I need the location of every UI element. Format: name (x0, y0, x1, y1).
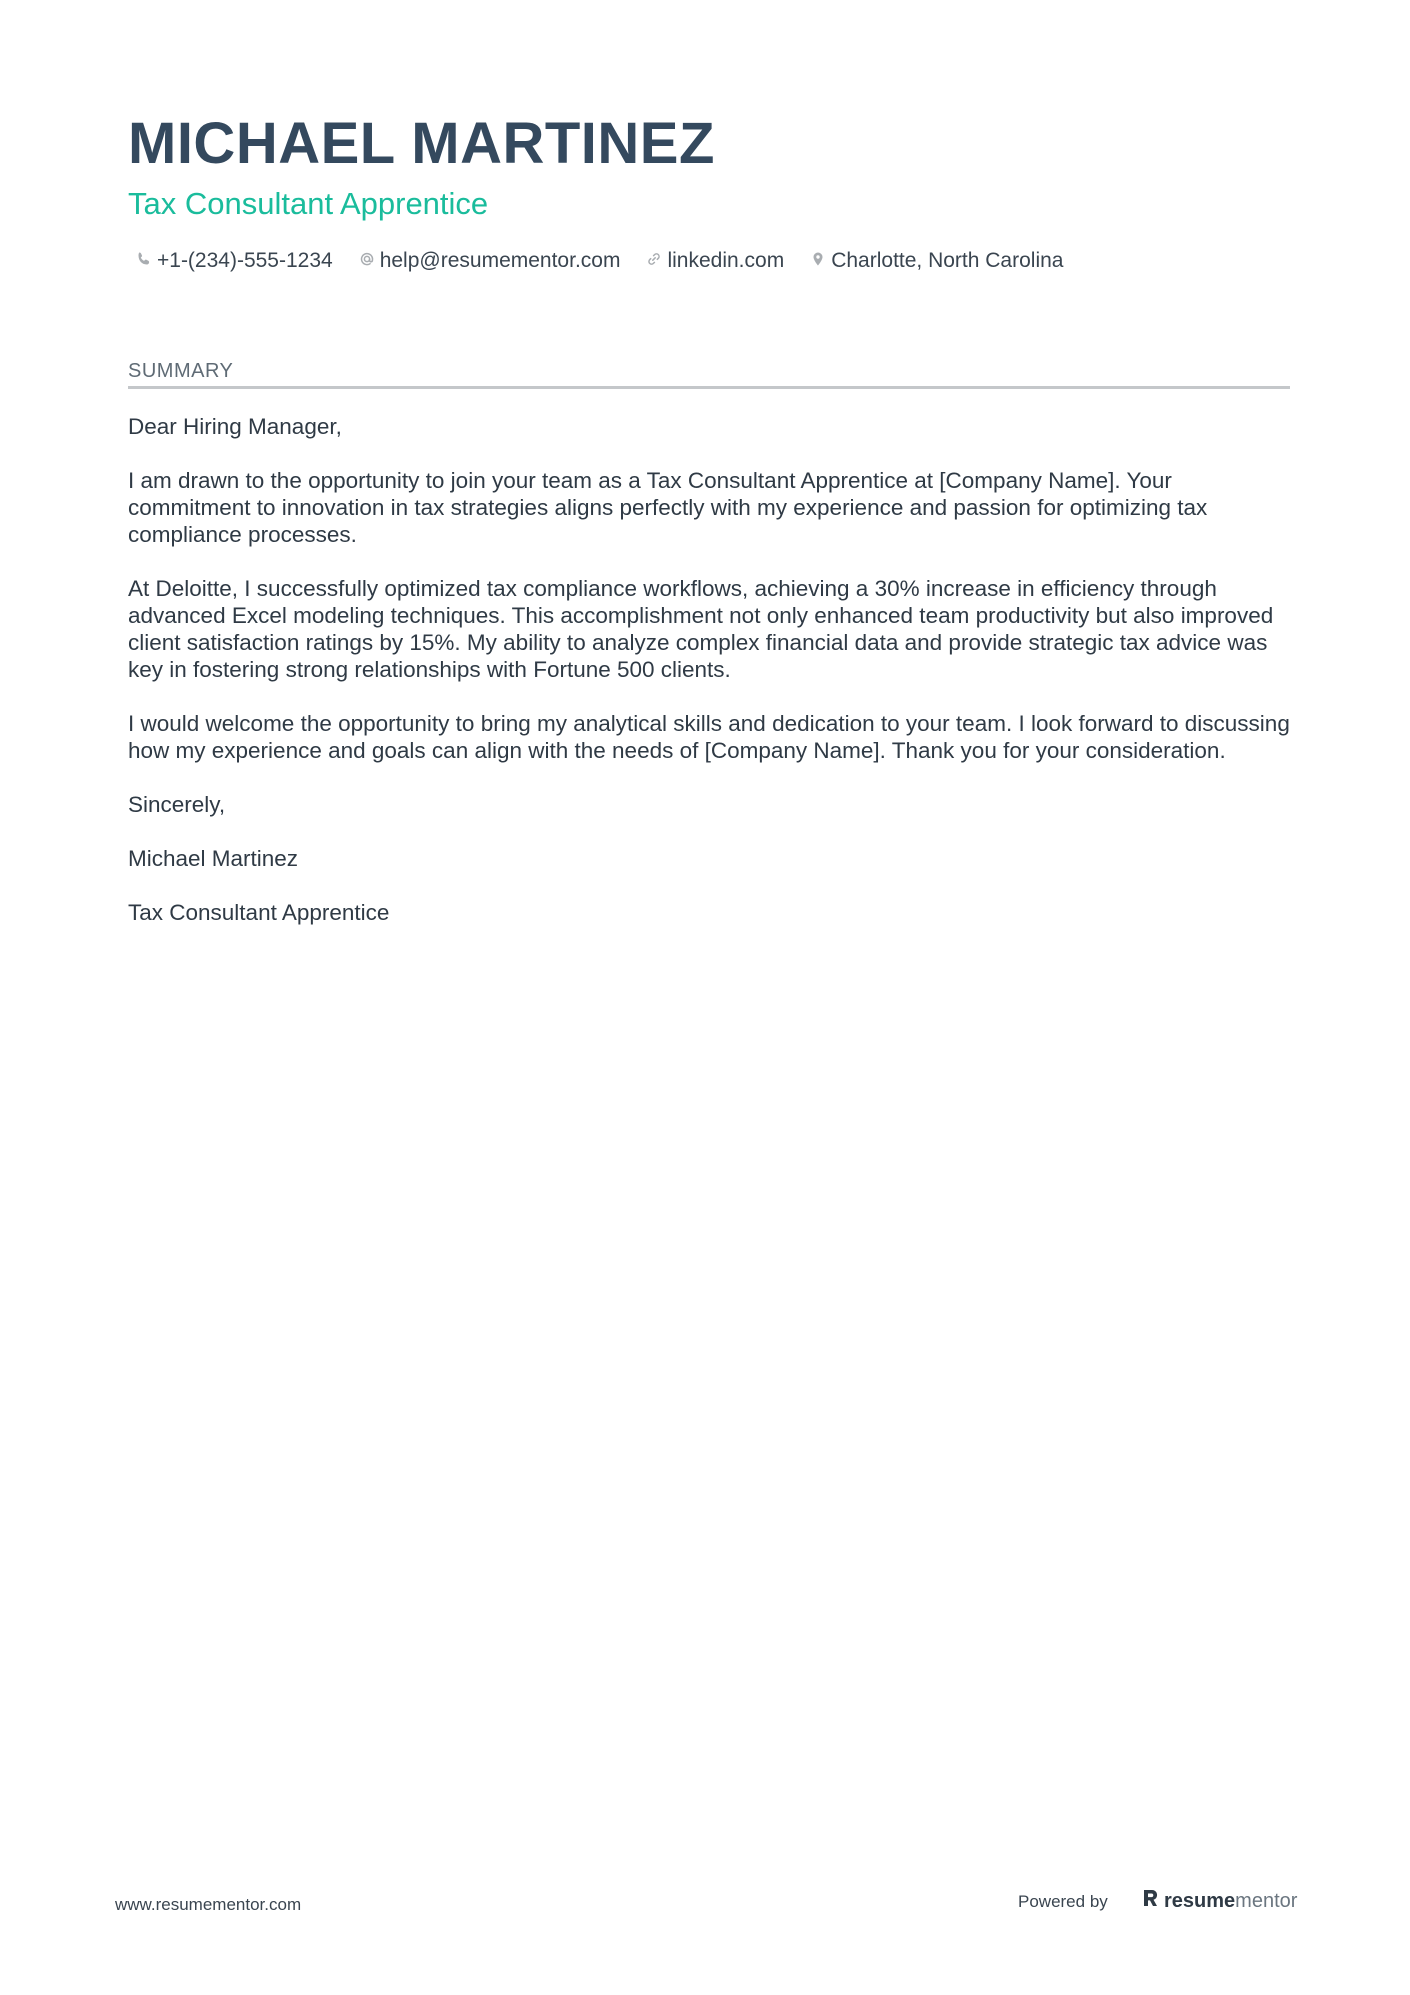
contact-location (810, 249, 1063, 273)
applicant-name: MICHAEL MARTINEZ (128, 111, 715, 176)
resumementor-logo[interactable] (1142, 1888, 1297, 1914)
at-icon (359, 249, 375, 273)
letter-body (128, 413, 1293, 953)
letter-greeting: Dear Hiring Manager, (128, 414, 342, 439)
brand-name-part1: resume (1164, 1889, 1236, 1912)
brand-name-part2: mentor (1235, 1889, 1298, 1912)
contact-email[interactable] (359, 249, 621, 273)
link-icon (646, 249, 662, 273)
phone-text: +1-(234)-555-1234 (157, 249, 333, 272)
letter-paragraph: At Deloitte, I successfully optimized tax compliance workflows, achieving a 30% increase in efficiency through advanced Excel modeling techniques. This accomplishment not only enhanced team productivity but also improved client satisfaction ratings by 15%. My ability to analyze complex financial data and provide strategic tax advice was key in fostering strong relationships with Fortune 500 clients. (128, 576, 1274, 682)
signature-name: Michael Martinez (128, 846, 299, 871)
location-text: Charlotte, North Carolina (831, 249, 1064, 272)
contact-phone[interactable] (136, 249, 333, 273)
powered-by-label: Powered by (1018, 1892, 1108, 1911)
section-divider (128, 386, 1290, 389)
letter-closing: Sincerely, (128, 792, 226, 817)
email-text: help@resumementor.com (379, 249, 621, 272)
section-title: SUMMARY (128, 360, 234, 382)
applicant-role: Tax Consultant Apprentice (128, 186, 489, 221)
letter-paragraph: I am drawn to the opportunity to join your team as a Tax Consultant Apprentice at [Company Name]. Your commitment to innovation in tax strategies aligns perfectly with my experience and passion for optimizing tax compliance processes. (128, 468, 1208, 547)
phone-icon (136, 249, 152, 273)
contact-bar (136, 246, 1063, 276)
footer-website-link[interactable]: www.resumementor.com (115, 1895, 302, 1914)
linkedin-text: linkedin.com (667, 249, 785, 272)
resumementor-logo-icon (1142, 1888, 1160, 1914)
signature-title: Tax Consultant Apprentice (128, 900, 390, 925)
contact-linkedin[interactable] (646, 249, 784, 273)
location-pin-icon (810, 249, 826, 273)
letter-paragraph: I would welcome the opportunity to bring my analytical skills and dedication to your team. I look forward to discussing how my experience and goals can align with the needs of [Company Name]. Thank you for your consideration. (128, 711, 1290, 763)
